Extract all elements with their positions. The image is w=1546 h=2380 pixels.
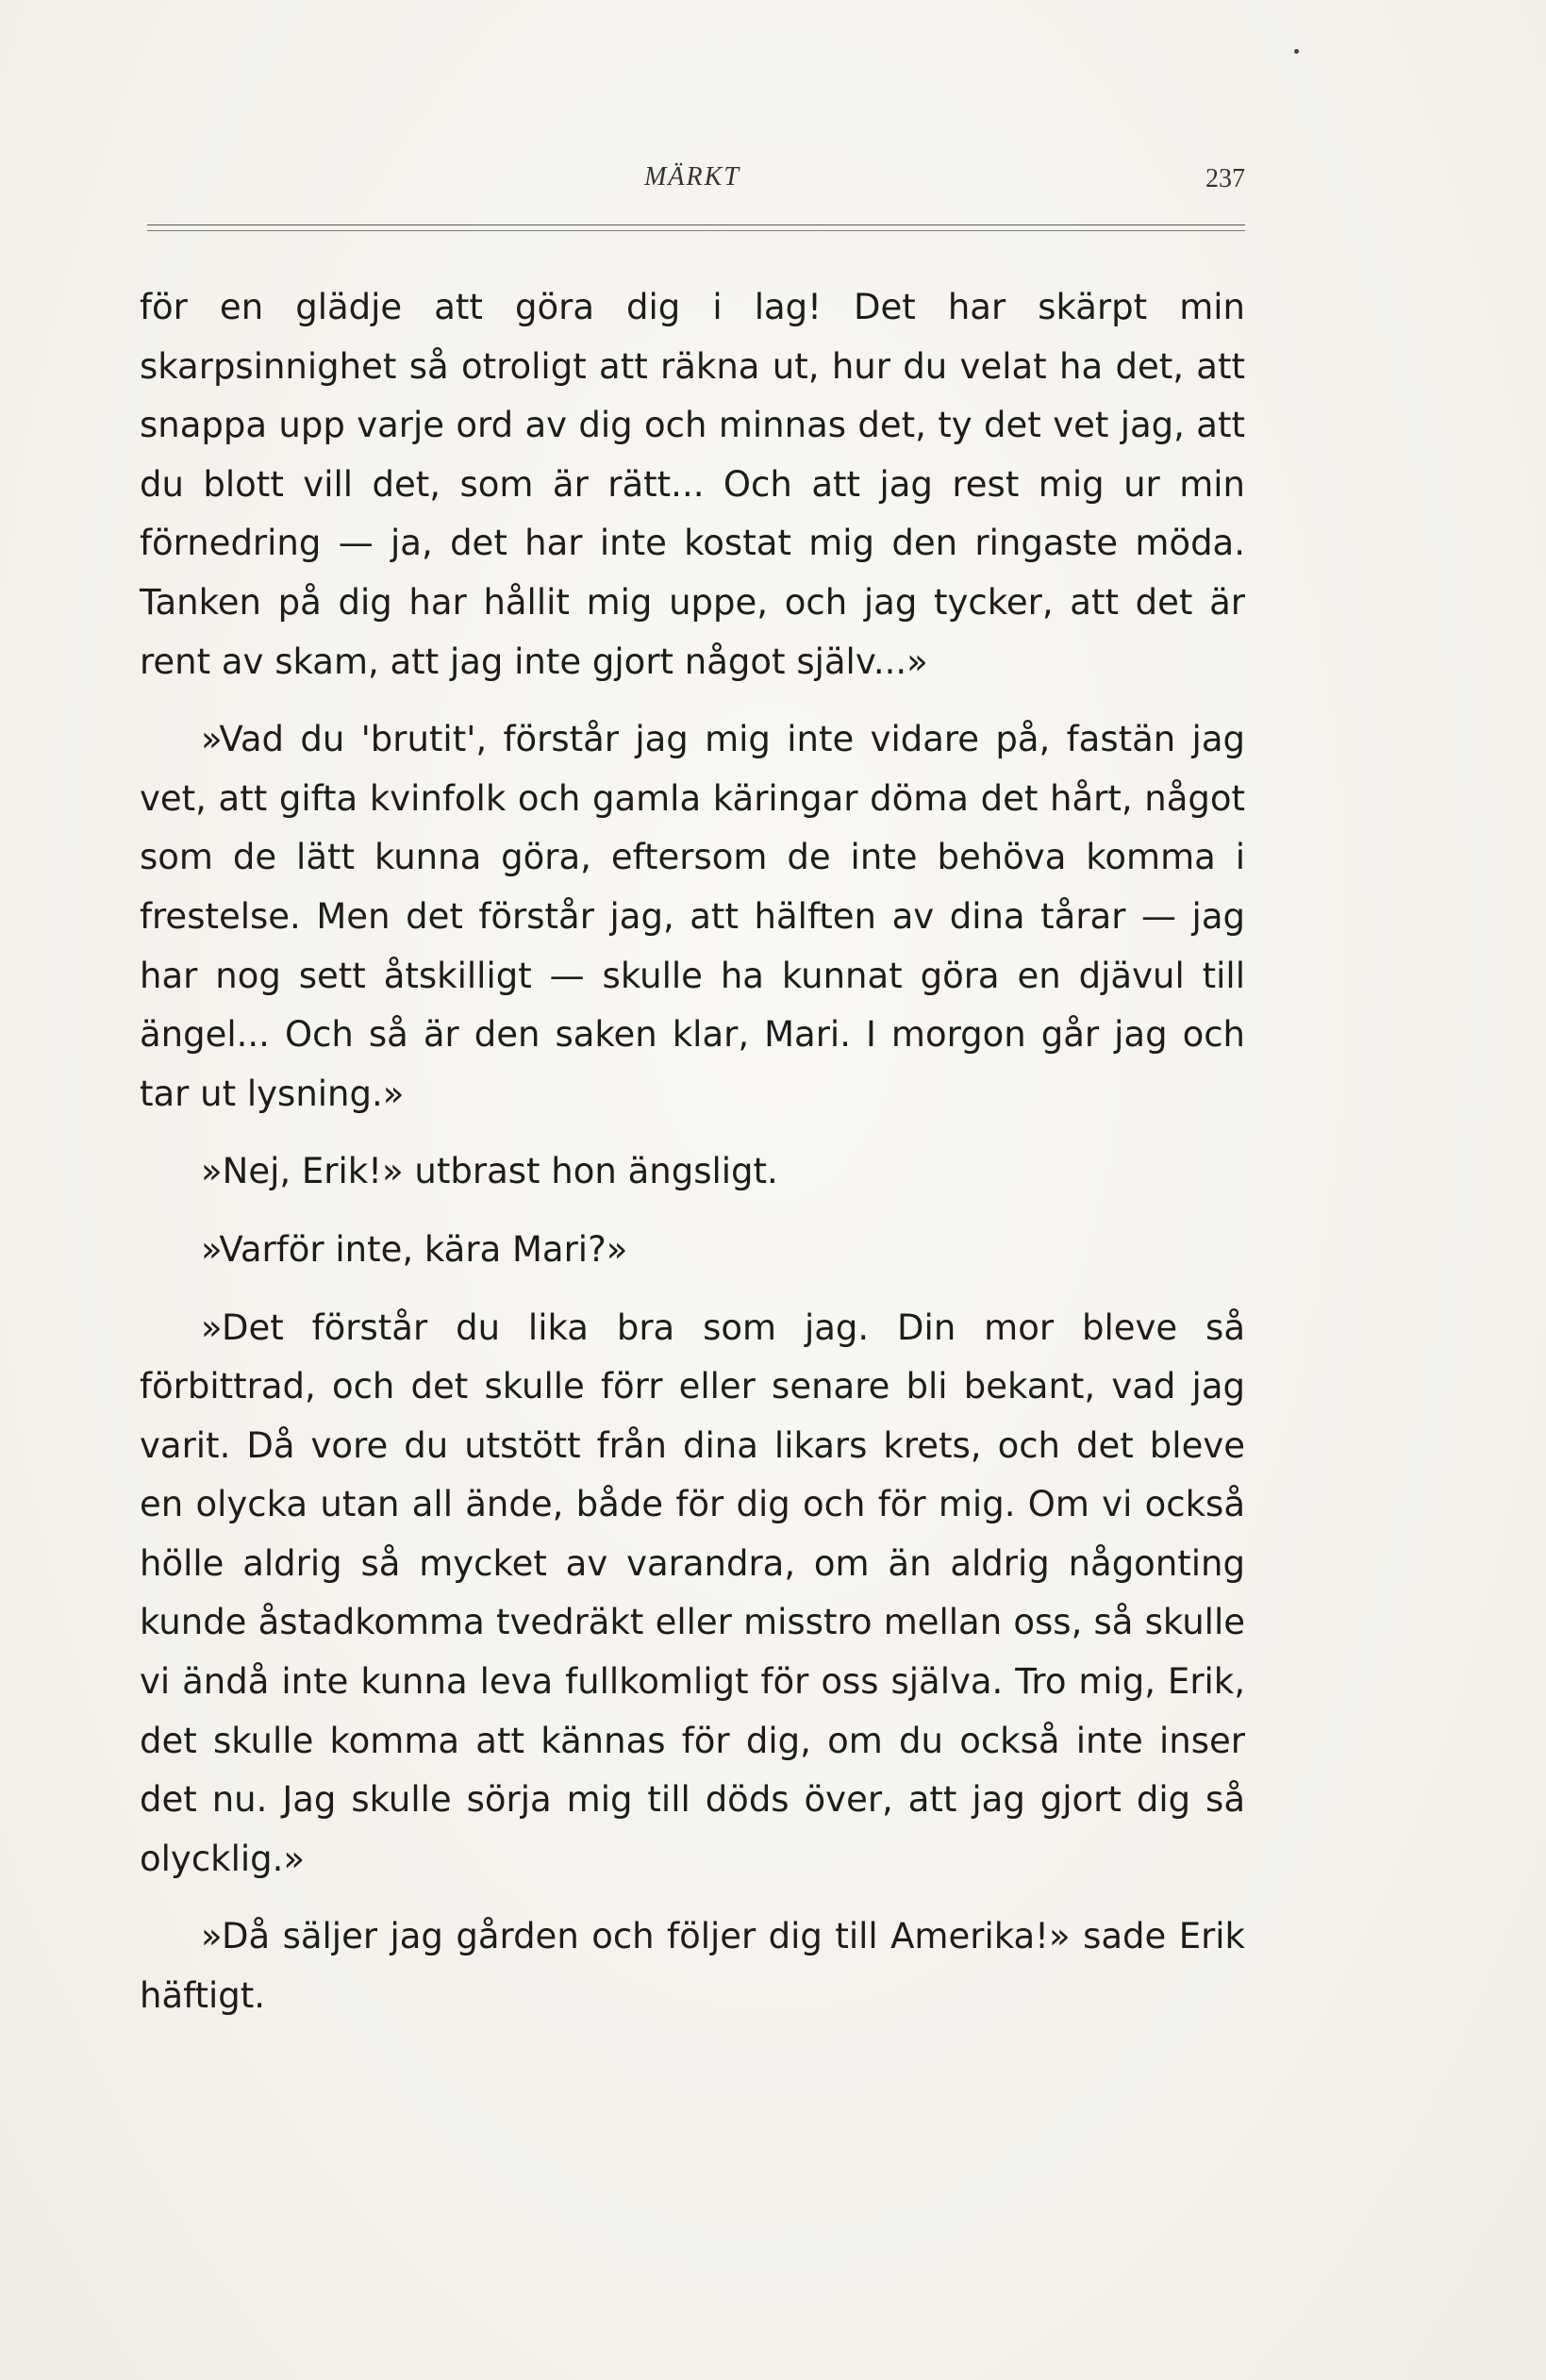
paragraph-3: »Nej, Erik!» utbrast hon ängsligt. bbox=[201, 1151, 778, 1192]
body-text bbox=[140, 278, 1245, 2045]
page-header bbox=[140, 151, 1245, 217]
paragraph-5: »Det förstår du lika bra som jag. Din mor bleve så förbittrad, och det skulle förr eller senare bli bekant, vad jag varit. Då vore du utstött från dina likars krets, och det bleve en olycka utan all ände, både för dig och för mig. Om vi också hölle aldrig så mycket av varandra, om än aldrig någonting kunde åstadkomma tvedräkt eller misstro mellan oss, så skulle vi ändå inte kunna leva fullkomligt för oss själva. Tro mig, Erik, det skulle komma att kännas för dig, om du också inte inser det nu. Jag skulle sörja mig till döds över, att jag gjort dig så olycklig.» bbox=[140, 1307, 1245, 1879]
running-title: MÄRKT bbox=[644, 162, 740, 191]
page-number: 237 bbox=[1205, 164, 1245, 193]
paragraph-6: »Då säljer jag gården och följer dig till Amerika!» sade Erik häftigt. bbox=[140, 1916, 1245, 2017]
ink-speck bbox=[1294, 49, 1299, 54]
paragraph-4: »Varför inte, kära Mari?» bbox=[201, 1228, 628, 1270]
paragraph-2: »Vad du 'brutit', förstår jag mig inte vidare på, fastän jag vet, att gifta kvinfolk och gamla käringar döma det hårt, något som de lätt kunna göra, eftersom de inte behöva komma i frestelse. Men det förstår jag, att hälften av dina tårar — jag har nog sett åtskilligt — skulle ha kunnat göra en djävul till ängel... Och så är den saken klar, Mari. I morgon går jag och tar ut lysning.» bbox=[140, 719, 1245, 1114]
paragraph-1: för en glädje att göra dig i lag! Det har skärpt min skarpsinnighet så otroligt att räkna ut, hur du velat ha det, att snappa upp varje ord av dig och minnas det, ty det vet jag, att du blott vill det, som är rätt... Och att jag rest mig ur min förnedring — ja, det har inte kostat mig den ringaste möda. Tanken på dig har hållit mig uppe, och jag tycker, att det är rent av skam, att jag inte gjort något själv...» bbox=[140, 287, 1245, 682]
header-rule-lower bbox=[147, 230, 1245, 231]
